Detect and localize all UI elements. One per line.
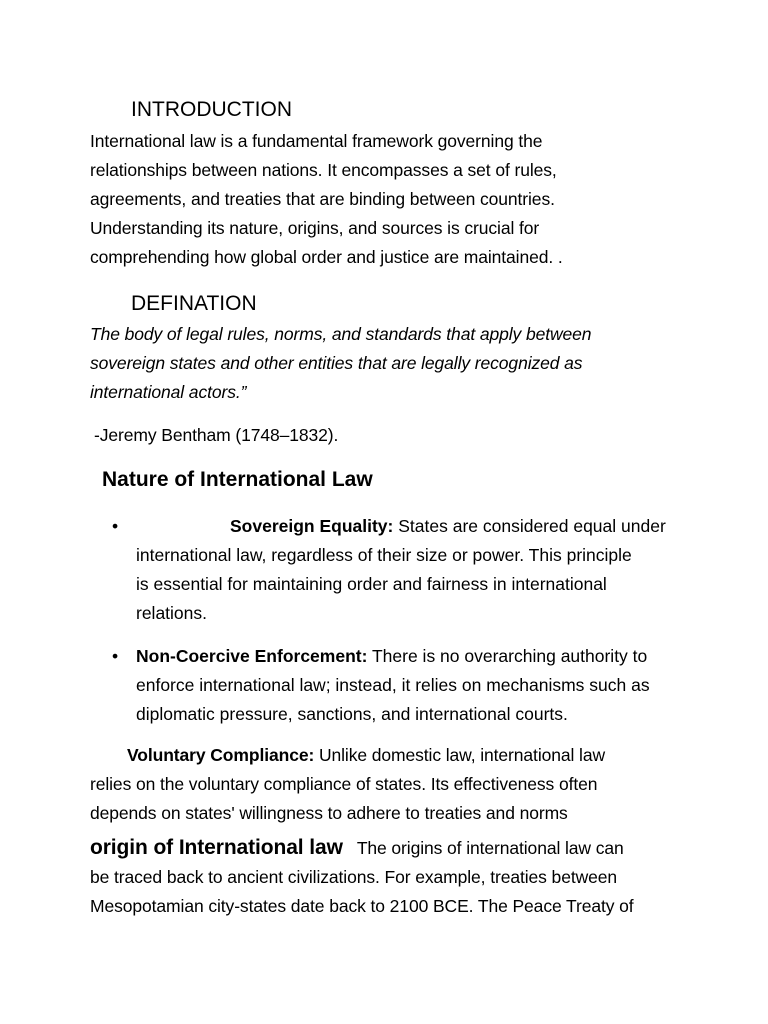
origin-first-text: The origins of international law can xyxy=(356,838,624,858)
bullet-line: diplomatic pressure, sanctions, and international courts. xyxy=(136,704,568,724)
origin-first-line xyxy=(90,833,690,863)
voluntary-first-text: Unlike domestic law, international law xyxy=(314,745,606,765)
definition-quote xyxy=(90,320,690,407)
definition-attribution: -Jeremy Bentham (1748–1832). xyxy=(94,425,339,445)
bullet-term: Non-Coercive Enforcement: xyxy=(136,646,368,666)
origin-heading: origin of International law xyxy=(90,836,343,859)
bullet-item xyxy=(112,642,692,729)
paragraph-line: Mesopotamian city-states date back to 2100 BCE. The Peace Treaty of xyxy=(90,896,634,916)
bullet-term: Sovereign Equality: xyxy=(230,516,394,536)
paragraph-line: Understanding its nature, origins, and sources is crucial for xyxy=(90,218,540,238)
bullet-first-line xyxy=(136,642,692,671)
bullet-first-text: There is no overarching authority to xyxy=(367,646,648,666)
definition-heading: DEFINATION xyxy=(131,292,257,315)
bullet-line: enforce international law; instead, it relies on mechanisms such as xyxy=(136,675,650,695)
quote-line: sovereign states and other entities that are legally recognized as xyxy=(90,353,583,373)
introduction-heading: INTRODUCTION xyxy=(131,98,292,121)
quote-line: The body of legal rules, norms, and standards that apply between xyxy=(90,324,592,344)
origin-paragraph xyxy=(90,833,690,921)
voluntary-compliance-paragraph xyxy=(90,741,690,828)
bullet-first-line xyxy=(136,512,692,541)
nature-heading: Nature of International Law xyxy=(102,468,373,491)
bullet-line: relations. xyxy=(136,603,208,623)
bullet-line: is essential for maintaining order and fairness in international xyxy=(136,574,607,594)
paragraph-line: comprehending how global order and justice are maintained. . xyxy=(90,247,563,267)
paragraph-line: International law is a fundamental framework governing the xyxy=(90,131,543,151)
voluntary-first-line xyxy=(90,741,690,770)
introduction-paragraph xyxy=(90,127,690,272)
paragraph-line: agreements, and treaties that are binding between countries. xyxy=(90,189,555,209)
bullet-line: international law, regardless of their size or power. This principle xyxy=(136,545,632,565)
quote-line: international actors.” xyxy=(90,382,247,402)
bullet-symbol: • xyxy=(112,646,119,666)
voluntary-term: Voluntary Compliance: xyxy=(127,745,315,765)
paragraph-line: be traced back to ancient civilizations. For example, treaties between xyxy=(90,867,618,887)
bullet-item xyxy=(112,512,692,628)
bullet-first-text: States are considered equal under xyxy=(393,516,666,536)
bullet-symbol: • xyxy=(112,516,119,536)
paragraph-line: depends on states' willingness to adhere to treaties and norms xyxy=(90,803,568,823)
paragraph-line: relationships between nations. It encompasses a set of rules, xyxy=(90,160,557,180)
bullet-text xyxy=(136,512,692,628)
bullet-text xyxy=(136,642,692,729)
paragraph-line: relies on the voluntary compliance of states. Its effectiveness often xyxy=(90,774,598,794)
